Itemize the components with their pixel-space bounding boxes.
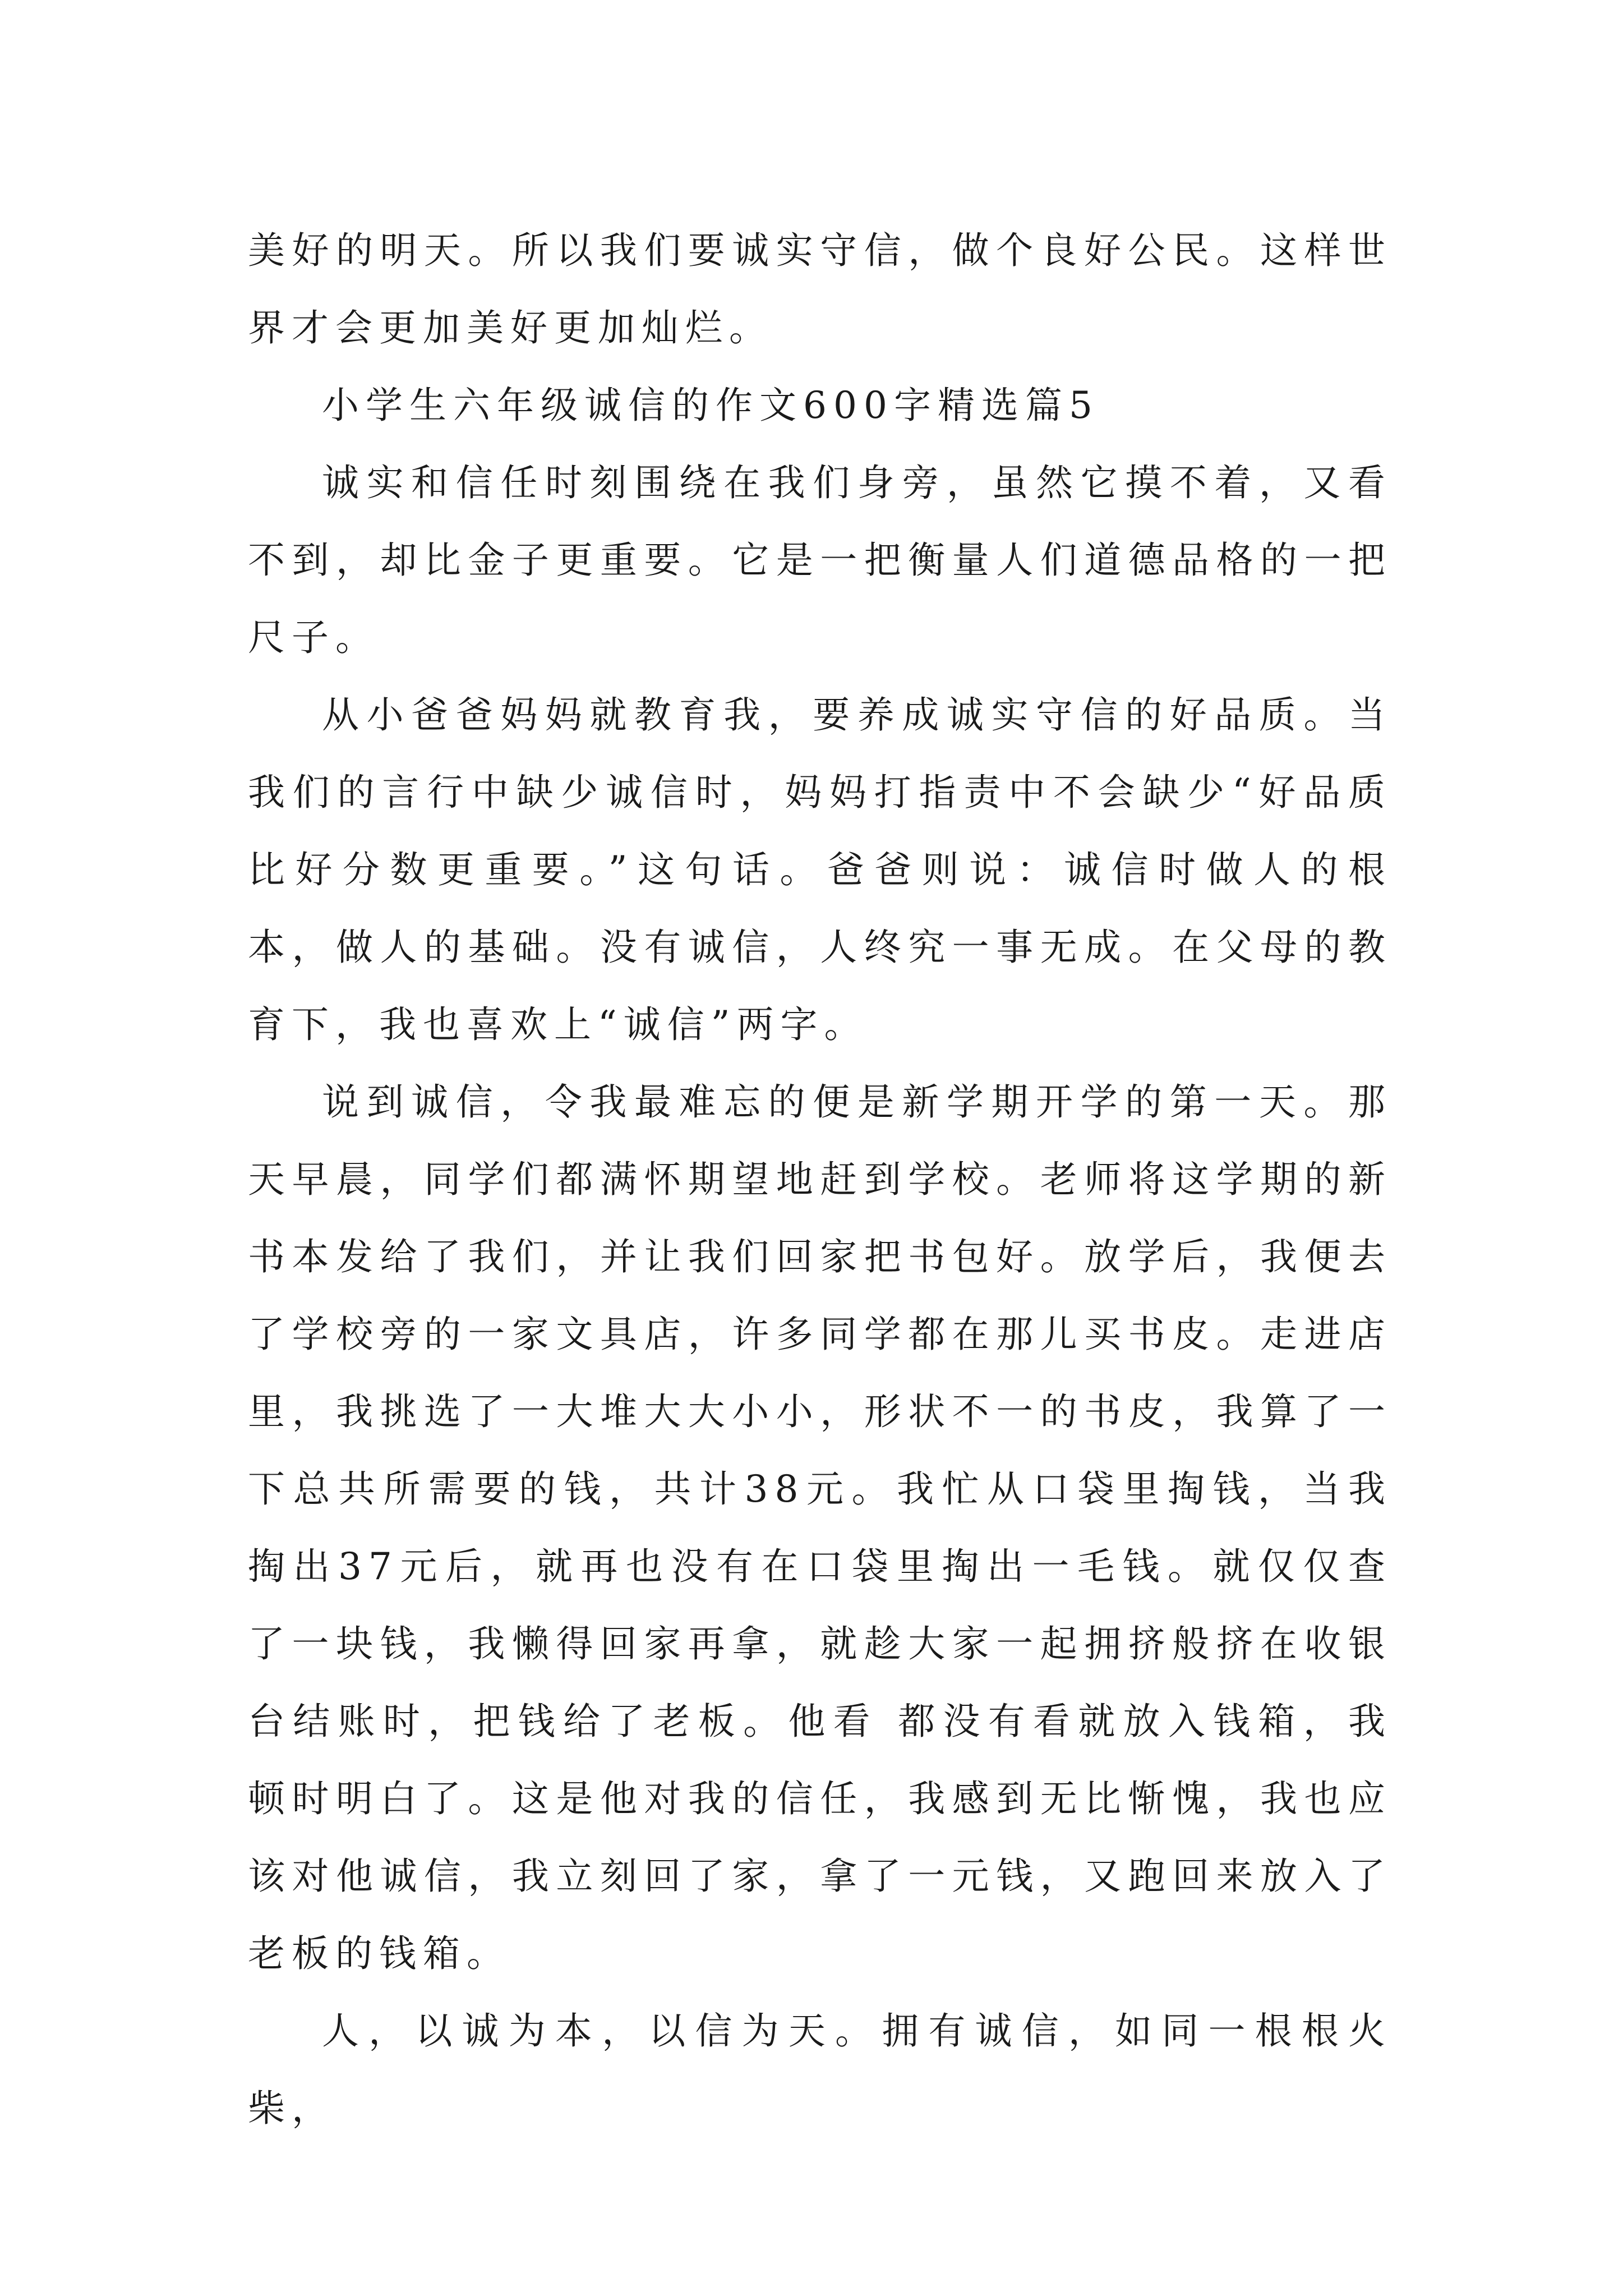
paragraph: 诚实和信任时刻围绕在我们身旁，虽然它摸不着，又看不到，却比金子更重要。它是一把衡量人们道德品格的一把尺子。: [248, 461, 1392, 659]
section-heading: 小学生六年级诚信的作文600字精选篇5: [322, 384, 1099, 427]
document-body: [248, 212, 1392, 2147]
paragraph: 从小爸爸妈妈就教育我，要养成诚实守信的好品质。当我们的言行中缺少诚信时，妈妈打指责中不会缺少“好品质比好分数更重要。”这句话。爸爸则说：诚信时做人的根本，做人的基础。没有诚信，人终究一事无成。在父母的教育下，我也喜欢上“诚信”两字。: [248, 693, 1392, 1046]
paragraph: 人，以诚为本，以信为天。拥有诚信，如同一根根火柴，: [248, 2009, 1392, 2130]
paragraph: 说到诚信，令我最难忘的便是新学期开学的第一天。那天早晨，同学们都满怀期望地赶到学校。老师将这学期的新书本发给了我们，并让我们回家把书包好。放学后，我便去了学校旁的一家文具店，许多同学都在那儿买书皮。走进店里，我挑选了一大堆大大小小，形状不一的书皮，我算了一下总共所需要的钱，共计38元。我忙从口袋里掏钱，当我掏出37元后，就再也没有在口袋里掏出一毛钱。就仅仅查了一块钱，我懒得回家再拿，就趁大家一起拥挤般挤在收银台结账时，把钱给了老板。他看 都没有看就放入钱箱，我顿时明白了。这是他对我的信任，我感到无比惭愧，我也应该对他诚信，我立刻回了家，拿了一元钱，又跑回来放入了老板的钱箱。: [248, 1080, 1392, 1975]
paragraph-continuation: 美好的明天。所以我们要诚实守信，做个良好公民。这样世界才会更加美好更加灿烂。: [248, 229, 1392, 349]
